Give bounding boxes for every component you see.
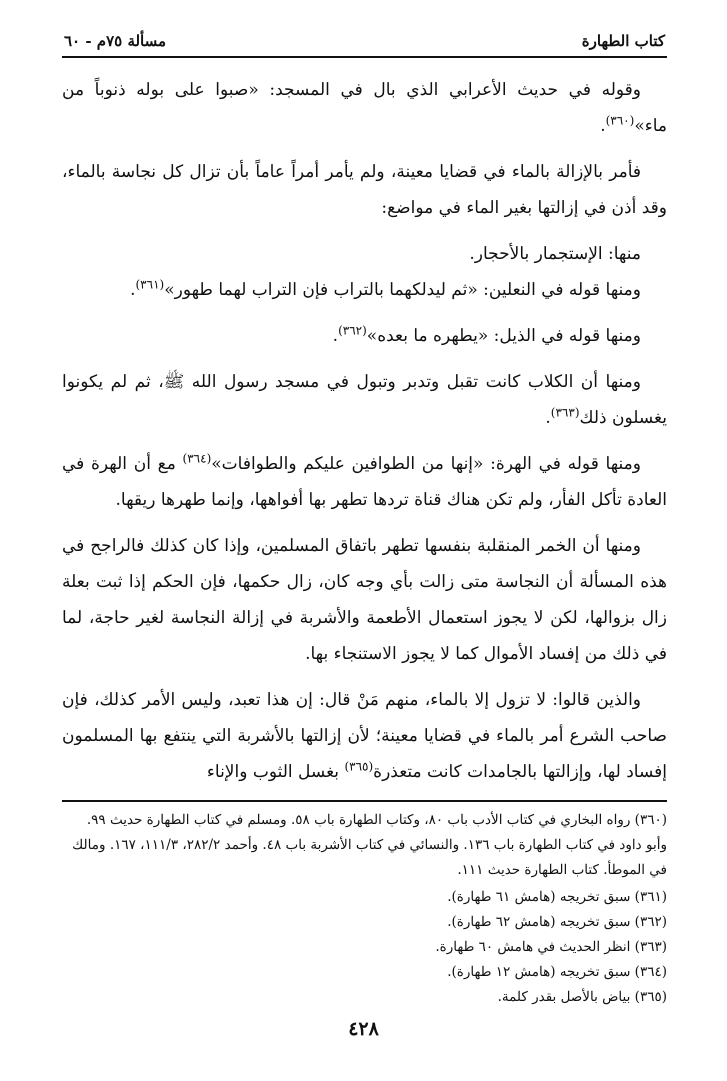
footnote: (٣٦٤) سبق تخريجه (هامش ١٢ طهارة). [447, 964, 667, 980]
footnote-ref[interactable]: (٣٦١) [135, 277, 165, 292]
paragraph: ومنها قوله في الهرة: «إنها من الطوافين عليكم والطوافات»$^{(٣٦٤)}$ مع أن الهرة في العادة تأكل الفأر، ولم تكن هناك قناة تردها تطهر بها أفواهها، وإنما طهرها ريقها. [62, 451, 667, 510]
running-header [62, 32, 667, 58]
paragraph: ومنها قوله في النعلين: «ثم ليدلكهما بالتراب فإن التراب لهما طهور»$^{(٣٦١)}$. [130, 277, 641, 300]
footnote-ref[interactable]: (٣٦٣) [550, 405, 580, 420]
footnote-ref[interactable]: (٣٦٤) [182, 451, 212, 466]
paragraph: فأمر بالإزالة بالماء في قضايا معينة، ولم يأمر أمراً عاماً بأن تزال كل نجاسة بالماء، وقد أذن في إزالتها بغير الماء في مواضع: [62, 162, 667, 218]
header-section: مسألة ٧٥م - ٦٠ [64, 32, 167, 50]
footnote-ref[interactable]: (٣٦٠) [605, 113, 635, 128]
footnote: (٣٦١) سبق تخريجه (هامش ٦١ طهارة). [447, 889, 667, 905]
paragraph: وقوله في حديث الأعرابي الذي بال في المسجد: «صبوا على بوله ذنوباً من ماء»$^{(٣٦٠)}$. [62, 80, 667, 136]
footnotes [62, 800, 667, 1010]
paragraph: ومنها أن الخمر المنقلبة بنفسها تطهر باتفاق المسلمين، وإذا كان كذلك فالراجح في هذه المسألة أن النجاسة متى زالت بأي وجه كان، زال حكمها، فإن الحكم إذا ثبت بعلة زال بزوالها، لكن لا يجوز استعمال الأطعمة والأشربة في إزالة النجاسة لغير حاجة، لما في ذلك من إفساد الأموال كما لا يجوز الاستنجاء بها. [62, 536, 667, 664]
header-book-title: كتاب الطهارة [581, 32, 665, 50]
footnote-ref[interactable]: (٣٦٥) [344, 759, 374, 774]
paragraph: ومنها أن الكلاب كانت تقبل وتدبر وتبول في مسجد رسول الله ﷺ، ثم لم يكونوا يغسلون ذلك$^{(٣٦٣)}$. [62, 372, 667, 428]
page-number: ٤٢٨ [348, 1018, 379, 1040]
paragraph: والذين قالوا: لا تزول إلا بالماء، منهم مَنْ قال: إن هذا تعبد، وليس الأمر كذلك، فإن صاحب الشرع أمر بالماء في قضايا معينة؛ لأن إزالتها بالأشربة التي ينتفع بها المسلمون إفساد لها، وإزالتها بالجامدات كانت متعذرة$^{(٣٦٥)}$ بغسل الثوب والإناء [62, 690, 667, 782]
paragraph: منها: الإستجمار بالأحجار. [469, 244, 641, 264]
footnote: (٣٦٥) بياض بالأصل بقدر كلمة. [497, 989, 667, 1005]
body-text [62, 72, 667, 790]
footnote: (٣٦٣) انظر الحديث في هامش ٦٠ طهارة. [435, 939, 667, 955]
paragraph: ومنها قوله في الذيل: «يطهره ما بعده»$^{(٣٦٢)}$. [332, 323, 641, 346]
footnote: (٣٦٢) سبق تخريجه (هامش ٦٢ طهارة). [447, 914, 667, 930]
footnote: (٣٦٠) رواه البخاري في كتاب الأدب باب ٨٠، وكتاب الطهارة باب ٥٨. ومسلم في كتاب الطهارة حديث ٩٩. وأبو داود في كتاب الطهارة باب ١٣٦. والنسائي في كتاب الأشربة باب ٤٨. وأحمد ٢٨٢/٢، ١١١/٣، ١٦٧. ومالك في الموطأ. كتاب الطهارة حديث ١١١. [72, 812, 667, 878]
footnote-ref[interactable]: (٣٦٢) [338, 323, 367, 338]
